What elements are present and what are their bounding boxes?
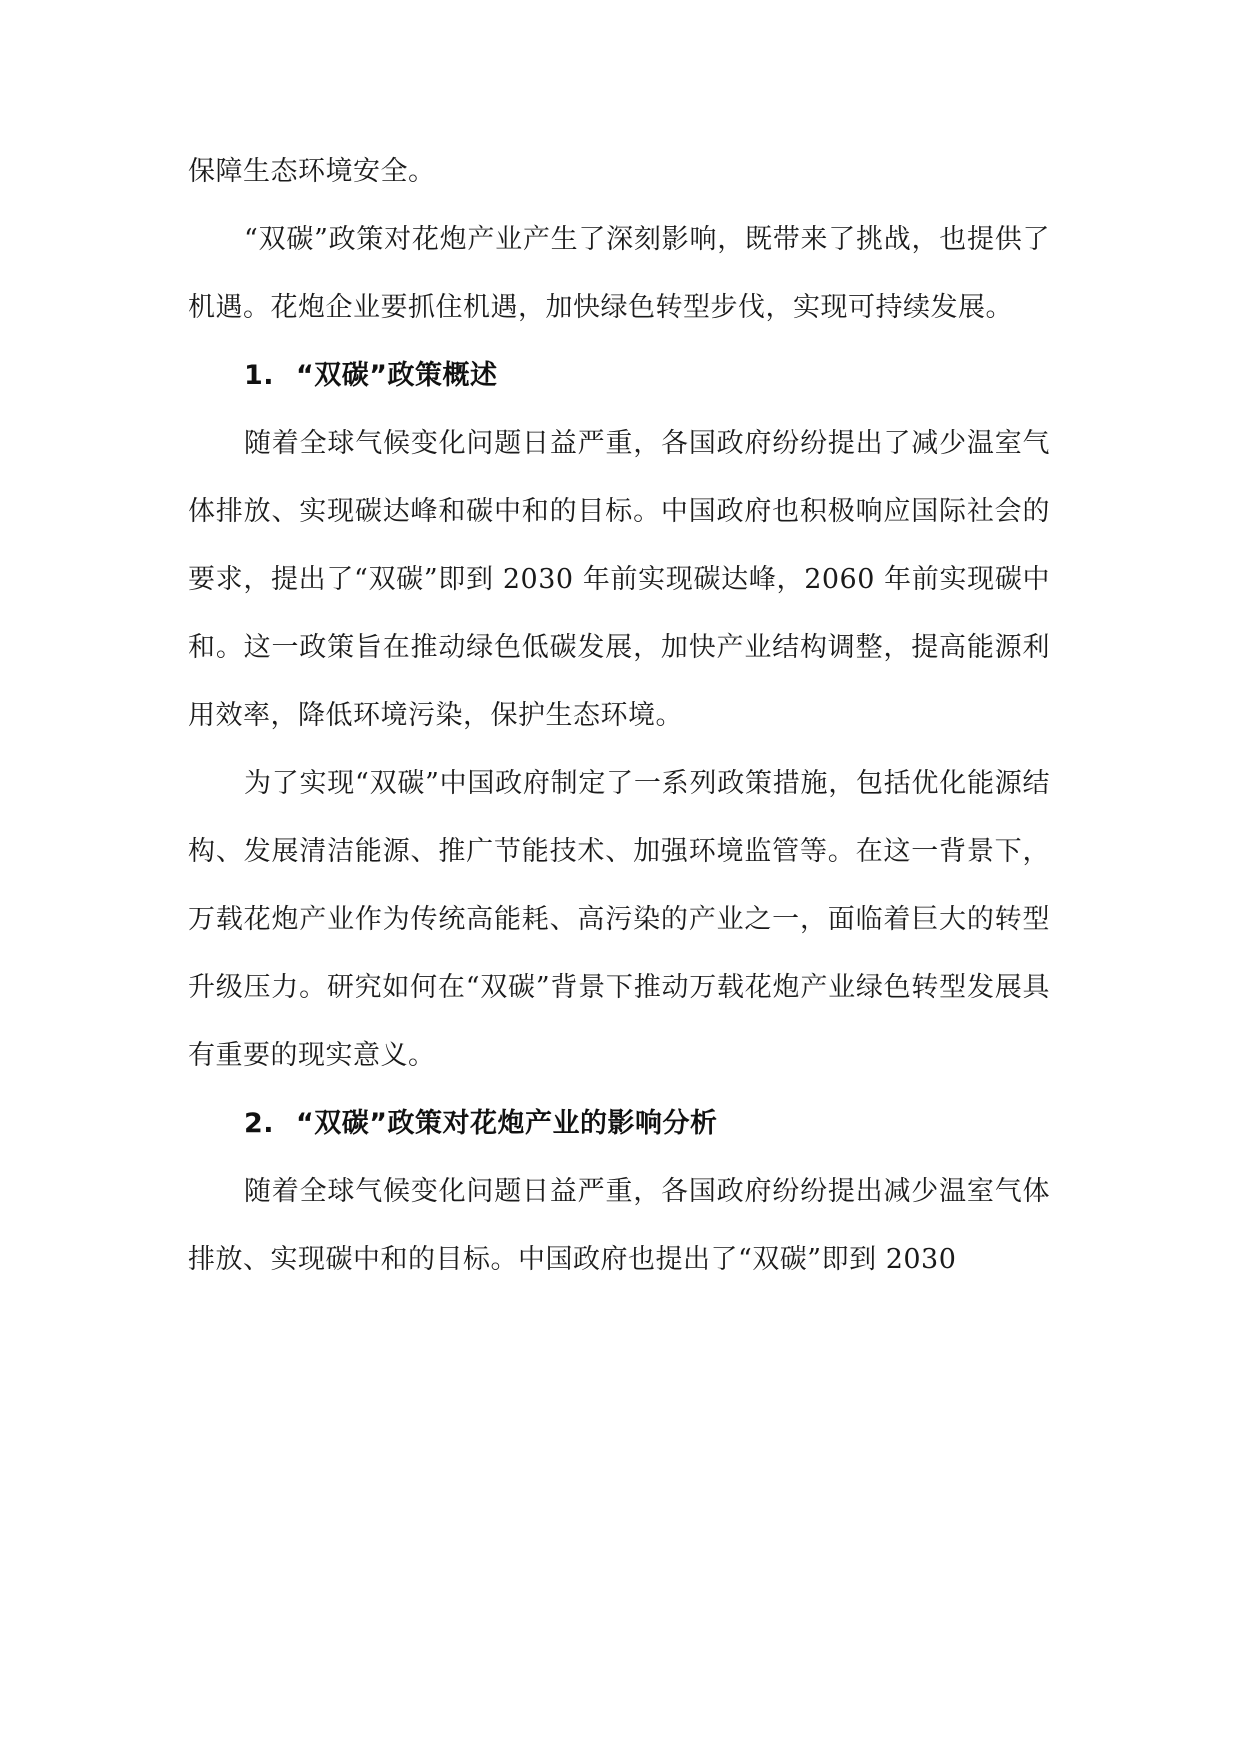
section-number: 1. [244, 360, 275, 391]
section-heading-1 [188, 342, 1050, 410]
section-title: “双碳”政策对花炮产业的影响分析 [296, 1108, 718, 1139]
section-number: 2. [244, 1108, 275, 1139]
paragraph-policy-overview: 随着全球气候变化问题日益严重，各国政府纷纷提出了减少温室气体排放、实现碳达峰和碳中和的目标。中国政府也积极响应国际社会的要求，提出了“双碳”即到 2030 年前实现碳达峰，2060 年前实现碳中和。这一政策旨在推动绿色低碳发展，加快产业结构调整，提高能源利用效率，降低环境污染，保护生态环境。 [188, 428, 1050, 731]
paragraph-impact-analysis: 随着全球气候变化问题日益严重，各国政府纷纷提出减少温室气体排放、实现碳中和的目标。中国政府也提出了“双碳”即到 2030 [188, 1176, 1050, 1275]
paragraph-continuation: 保障生态环境安全。 [188, 156, 436, 187]
paragraph-intro-summary: “双碳”政策对花炮产业产生了深刻影响，既带来了挑战，也提供了机遇。花炮企业要抓住机遇，加快绿色转型步伐，实现可持续发展。 [188, 224, 1050, 323]
section-heading-2 [188, 1090, 1050, 1158]
paragraph-policy-measures: 为了实现“双碳”中国政府制定了一系列政策措施，包括优化能源结构、发展清洁能源、推广节能技术、加强环境监管等。在这一背景下，万载花炮产业作为传统高能耗、高污染的产业之一，面临着巨大的转型升级压力。研究如何在“双碳”背景下推动万载花炮产业绿色转型发展具有重要的现实意义。 [188, 768, 1050, 1071]
section-title: “双碳”政策概述 [296, 360, 498, 391]
document-body [188, 138, 1050, 1294]
